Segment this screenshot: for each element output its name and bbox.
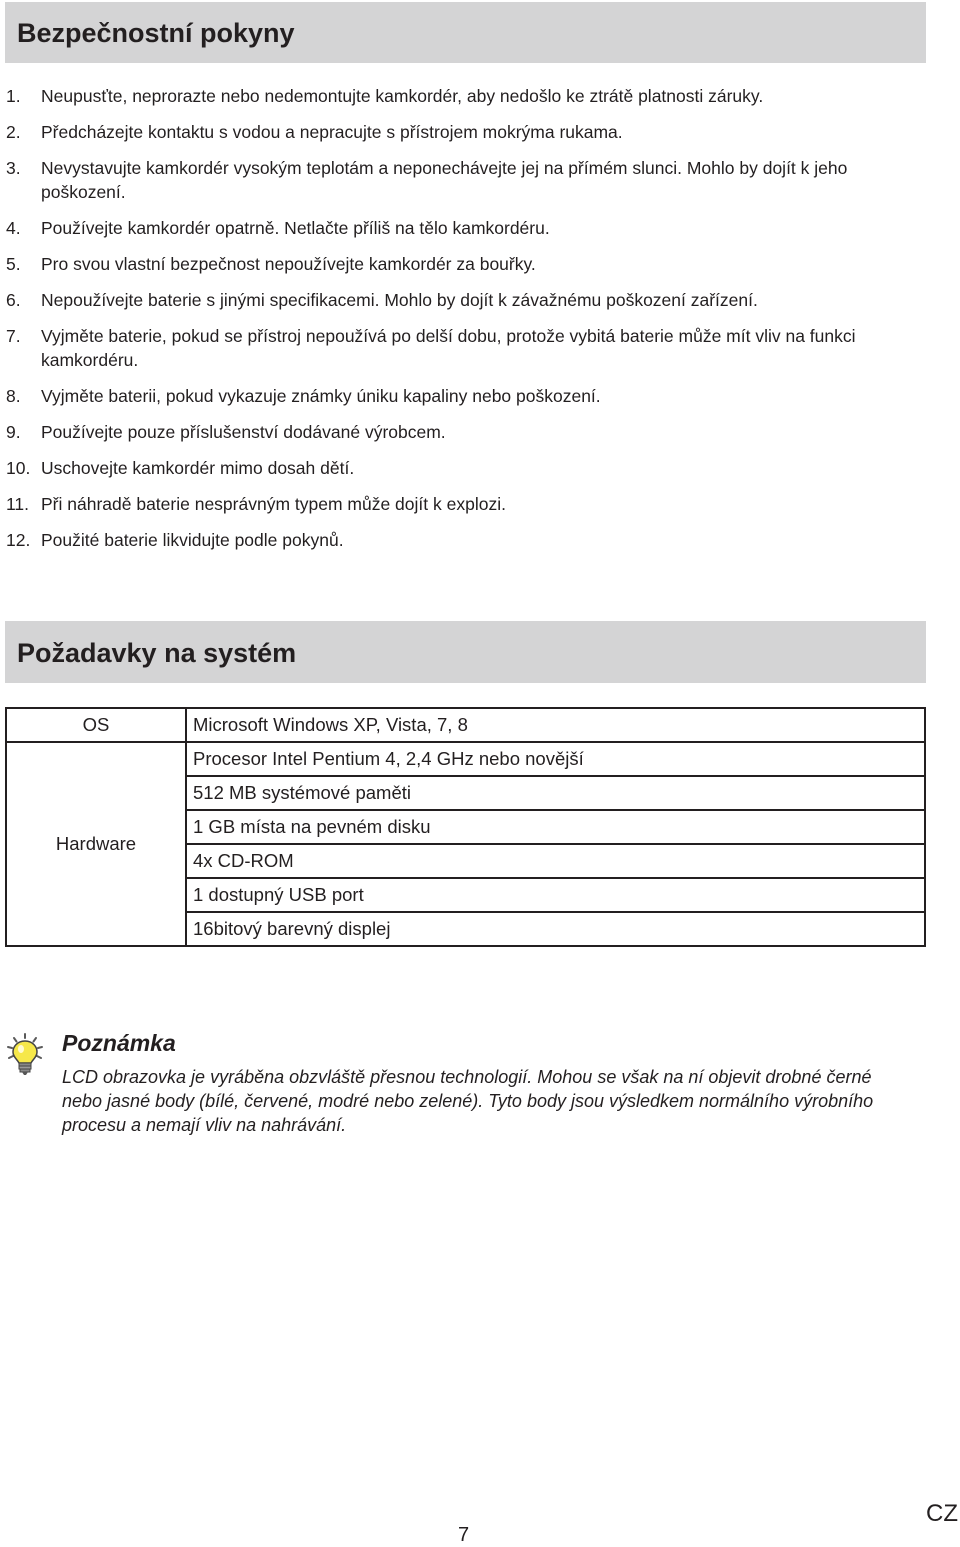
table-row [6, 708, 925, 742]
item-text: Nevystavujte kamkordér vysokým teplotám a neponechávejte jej na přímém slunci. Mohlo by dojít k jeho poškození. [41, 158, 848, 202]
item-number: 10. [6, 458, 31, 478]
item-number: 6. [6, 290, 21, 310]
item-text: Neupusťte, neprorazte nebo nedemontujte kamkordér, aby nedošlo ke ztrátě platnosti záruky. [41, 86, 764, 106]
note-text: LCD obrazovka je vyráběna obzvláště přesnou technologií. Mohou se však na ní objevit drobné černé nebo jasné body (bílé, červené, modré nebo zelené). Tyto body jsou výsledkem normálního výrobního procesu a nemají vliv na nahrávání. [62, 1067, 874, 1135]
list-item [0, 120, 930, 144]
item-number: 3. [6, 158, 21, 178]
hardware-value: 1 dostupný USB port [186, 878, 925, 912]
item-number: 12. [6, 530, 31, 550]
hardware-value: Procesor Intel Pentium 4, 2,4 GHz nebo novější [186, 742, 925, 776]
item-text: Uschovejte kamkordér mimo dosah dětí. [41, 458, 355, 478]
item-number: 7. [6, 326, 21, 346]
safety-section-title: Bezpečnostní pokyny [5, 2, 926, 63]
list-item [0, 252, 930, 276]
list-item [0, 456, 930, 480]
item-text: Nepoužívejte baterie s jinými specifikacemi. Mohlo by dojít k závažnému poškození zařízení. [41, 290, 758, 310]
list-item [0, 528, 930, 552]
safety-list [0, 84, 930, 564]
list-item [0, 84, 930, 108]
list-item [0, 288, 930, 312]
item-number: 8. [6, 386, 21, 406]
system-section-title: Požadavky na systém [5, 621, 926, 683]
item-number: 5. [6, 254, 21, 274]
hardware-value: 16bitový barevný displej [186, 912, 925, 946]
lightbulb-icon [5, 1033, 47, 1077]
table-row [6, 742, 925, 776]
item-number: 4. [6, 218, 21, 238]
item-number: 2. [6, 122, 21, 142]
list-item [0, 420, 930, 444]
item-text: Vyjměte baterii, pokud vykazuje známky úniku kapaliny nebo poškození. [41, 386, 601, 406]
item-number: 9. [6, 422, 21, 442]
item-text: Pro svou vlastní bezpečnost nepoužívejte kamkordér za bouřky. [41, 254, 536, 274]
item-text: Předcházejte kontaktu s vodou a nepracujte s přístrojem mokrýma rukama. [41, 122, 623, 142]
list-item [0, 216, 930, 240]
item-text: Použité baterie likvidujte podle pokynů. [41, 530, 344, 550]
language-code: CZ [926, 1500, 958, 1527]
item-text: Používejte pouze příslušenství dodávané výrobcem. [41, 422, 446, 442]
item-text: Při náhradě baterie nesprávným typem může dojít k explozi. [41, 494, 506, 514]
item-number: 11. [6, 494, 30, 514]
hardware-value: 1 GB místa na pevném disku [186, 810, 925, 844]
hardware-value: 512 MB systémové paměti [186, 776, 925, 810]
list-item [0, 384, 930, 408]
list-item [0, 324, 930, 372]
list-item [0, 492, 930, 516]
os-value: Microsoft Windows XP, Vista, 7, 8 [186, 708, 925, 742]
os-label: OS [6, 708, 186, 742]
item-text: Používejte kamkordér opatrně. Netlačte příliš na tělo kamkordéru. [41, 218, 550, 238]
item-number: 1. [6, 86, 21, 106]
system-requirements-table [5, 707, 926, 947]
hardware-label: Hardware [6, 742, 186, 946]
page-number: 7 [458, 1524, 470, 1546]
hardware-value: 4x CD-ROM [186, 844, 925, 878]
list-item [0, 156, 930, 204]
item-text: Vyjměte baterie, pokud se přístroj nepoužívá po delší dobu, protože vybitá baterie může mít vliv na funkci kamkordéru. [41, 326, 856, 370]
note-title: Poznámka [62, 1030, 176, 1056]
